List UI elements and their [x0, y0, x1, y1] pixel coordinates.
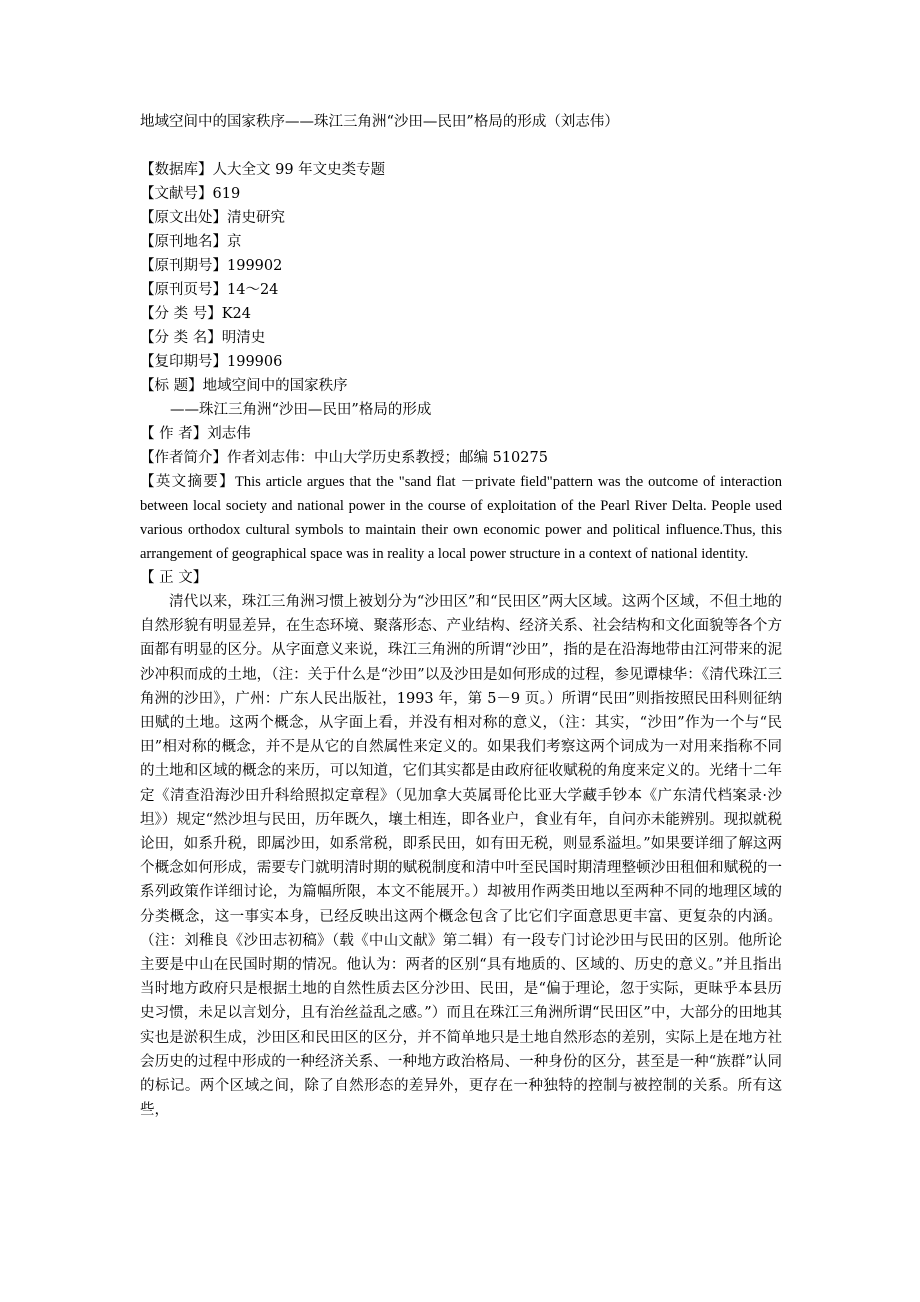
meta-value: 199902	[227, 258, 283, 274]
meta-author	[140, 422, 782, 446]
meta-value: 人大全文 99 年文史类专题	[212, 162, 386, 178]
meta-value: K24	[221, 306, 252, 322]
meta-key: 【原文出处】	[140, 210, 227, 226]
meta-key: 【标 题】	[140, 378, 203, 394]
meta-value: 199906	[227, 354, 283, 370]
meta-key: 【原刊页号】	[140, 282, 227, 298]
meta-value: 京	[227, 234, 242, 250]
meta-place	[140, 230, 782, 254]
meta-issue	[140, 254, 782, 278]
metadata-block	[140, 158, 782, 470]
meta-key: 【作者简介】	[140, 450, 227, 466]
meta-reprint-issue	[140, 350, 782, 374]
meta-value: 14～24	[227, 282, 279, 298]
meta-value: 地域空间中的国家秩序	[202, 378, 348, 394]
meta-key: 【数据库】	[140, 162, 213, 178]
meta-database	[140, 158, 782, 182]
meta-value: 619	[212, 186, 241, 202]
meta-key: 【 作 者】	[140, 426, 208, 442]
meta-value: 清史研究	[227, 210, 285, 226]
meta-key: 【复印期号】	[140, 354, 227, 370]
meta-heading	[140, 374, 782, 398]
meta-value: 明清史	[221, 330, 266, 346]
meta-key: 【分 类 号】	[140, 306, 222, 322]
meta-value: 作者刘志伟：中山大学历史系教授；邮编 510275	[227, 450, 548, 466]
meta-key: 【原刊地名】	[140, 234, 227, 250]
meta-subtitle: ——珠江三角洲“沙田—民田”格局的形成	[170, 402, 432, 418]
abstract-text: This article argues that the "sand flat －private field"pattern was the outcome of interaction between local society and national power in the course of exploitation of the Pearl River Delta. People used various orthodox cultural symbols to maintain their own economic power and political influence.Thus, this arrangement of geographical space was in reality a local power structure in a context of national identity.	[140, 474, 782, 562]
english-abstract	[140, 470, 782, 566]
meta-key: 【分 类 名】	[140, 330, 222, 346]
document-title: 地域空间中的国家秩序——珠江三角洲“沙田—民田”格局的形成（刘志伟）	[140, 114, 619, 130]
meta-author-bio	[140, 446, 782, 470]
meta-pages	[140, 278, 782, 302]
meta-key: 【文献号】	[140, 186, 213, 202]
meta-class-number	[140, 302, 782, 326]
meta-class-name	[140, 326, 782, 350]
meta-value: 刘志伟	[207, 426, 251, 442]
meta-source	[140, 206, 782, 230]
body-paragraph: 清代以来，珠江三角洲习惯上被划分为“沙田区”和“民田区”两大区域。这两个区域，不但土地的自然形貌有明显差异，在生态环境、聚落形态、产业结构、经济关系、社会结构和文化面貌等各个方面都有明显的区分。从字面意义来说，珠江三角洲的所谓“沙田”，指的是在沿海地带由江河带来的泥沙冲积而成的土地，（注：关于什么是“沙田”以及沙田是如何形成的过程，参见谭棣华：《清代珠江三角洲的沙田》，广州：广东人民出版社，1993 年，第 5－9 页。）所谓“民田”则指按照民田科则征纳田赋的土地。这两个概念，从字面上看，并没有相对称的意义，（注：其实，“沙田”作为一个与“民田”相对称的概念，并不是从它的自然属性来定义的。如果我们考察这两个词成为一对用来指称不同的土地和区域的概念的来历，可以知道，它们其实都是由政府征收赋税的角度来定义的。光绪十二年定《清查沿海沙田升科给照拟定章程》（见加拿大英属哥伦比亚大学藏手钞本《广东清代档案录·沙坦》）规定“然沙坦与民田，历年既久，壤土相连，即各业户，食业有年，自问亦未能辨别。现拟就税论田，如系升税，即属沙田，如系常税，即系民田，如有田无税，则显系溢坦。”如果要详细了解这两个概念如何形成，需要专门就明清时期的赋税制度和清中叶至民国时期清理整顿沙田租佃和赋税的一系列政策作详细讨论，为篇幅所限，本文不能展开。）却被用作两类田地以至两种不同的地理区域的分类概念，这一事实本身，已经反映出这两个概念包含了比它们字面意思更丰富、更复杂的内涵。（注：刘稚良《沙田志初稿》（载《中山文献》第二辑）有一段专门讨论沙田与民田的区别。他所论主要是中山在民国时期的情况。他认为：两者的区别“具有地质的、区域的、历史的意义。”并且指出当时地方政府只是根据土地的自然性质去区分沙田、民田，是“偏于理论，忽于实际，更昧乎本县历史习惯，未足以言划分，且有治丝益乱之感。”）而且在珠江三角洲所谓“民田区”中，大部分的田地其实也是淤积生成，沙田区和民田区的区分，并不简单地只是土地自然形态的差别，实际上是在地方社会历史的过程中形成的一种经济关系、一种地方政治格局、一种身份的区分，甚至是一种“族群”认同的标记。两个区域之间，除了自然形态的差异外，更存在一种独特的控制与被控制的关系。所有这些，	[140, 594, 782, 1119]
abstract-key: 【英文摘要】	[140, 474, 235, 490]
body-label: 【 正 文】	[140, 570, 208, 586]
meta-doc-number	[140, 182, 782, 206]
document-page	[140, 110, 782, 1122]
meta-key: 【原刊期号】	[140, 258, 227, 274]
